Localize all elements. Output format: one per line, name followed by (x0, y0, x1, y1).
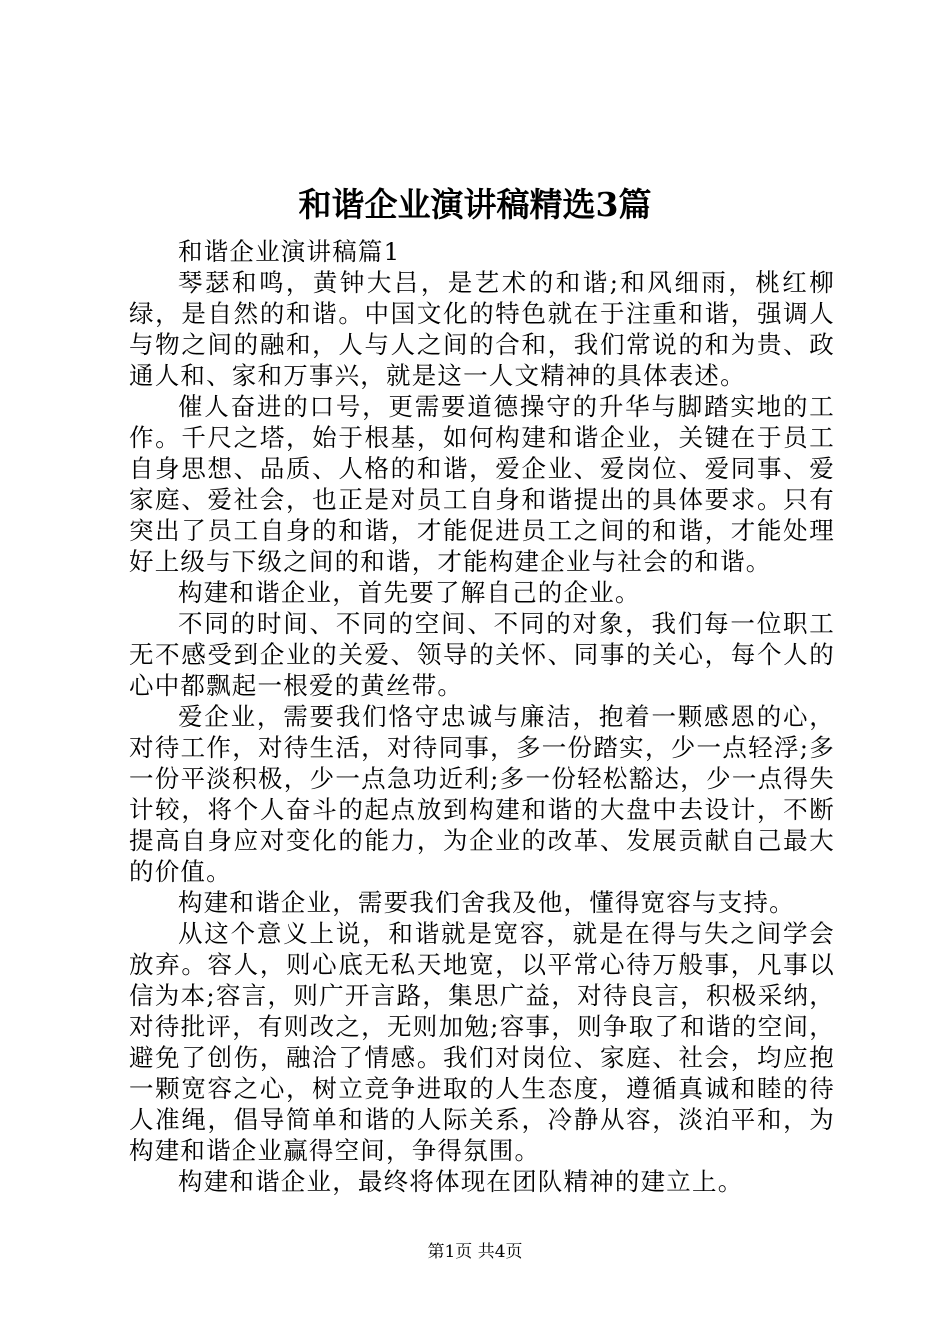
paragraph: 构建和谐企业，首先要了解自己的企业。 (178, 578, 641, 607)
paragraph: 构建和谐企业，最终将体现在团队精神的建立上。 (178, 1167, 744, 1196)
paragraph: 琴瑟和鸣，黄钟大吕，是艺术的和谐;和风细雨，桃红柳绿，是自然的和谐。中国文化的特色就在于注重和谐，强调人与物之间的融和，人与人之间的合和，我们常说的和为贵、政通人和、家和万事兴，就是这一人文精神的具体表述。 (129, 268, 835, 390)
paragraph: 催人奋进的口号，更需要道德操守的升华与脚踏实地的工作。千尺之塔，始于根基，如何构建和谐企业，关键在于员工自身思想、品质、人格的和谐，爱企业、爱岗位、爱同事、爱家庭、爱社会，也正是对员工自身和谐提出的具体要求。只有突出了员工自身的和谐，才能促进员工之间的和谐，才能处理好上级与下级之间的和谐，才能构建企业与社会的和谐。 (129, 392, 835, 576)
paragraph-heading: 和谐企业演讲稿篇1 (178, 237, 401, 266)
document-title: 和谐企业演讲稿精选3篇 (298, 185, 652, 224)
paragraph: 爱企业，需要我们恪守忠诚与廉洁，抱着一颗感恩的心，对待工作，对待生活，对待同事，多一份踏实，少一点轻浮;多一份平淡积极，少一点急功近利;多一份轻松豁达，少一点得失计较，将个人奋斗的起点放到构建和谐的大盘中去设计，不断提高自身应对变化的能力，为企业的改革、发展贡献自己最大的价值。 (129, 702, 835, 886)
document-body (129, 236, 835, 1197)
page-footer: 第1页 共4页 (427, 1242, 523, 1262)
paragraph: 不同的时间、不同的空间、不同的对象，我们每一位职工无不感受到企业的关爱、领导的关怀、同事的关心，每个人的心中都飘起一根爱的黄丝带。 (129, 609, 835, 700)
paragraph: 构建和谐企业，需要我们舍我及他，懂得宽容与支持。 (178, 888, 795, 917)
paragraph: 从这个意义上说，和谐就是宽容，就是在得与失之间学会放弃。容人，则心底无私天地宽，以平常心待万般事，凡事以信为本;容言，则广开言路，集思广益，对待良言，积极采纳，对待批评，有则改之，无则加勉;容事，则争取了和谐的空间，避免了创伤，融洽了情感。我们对岗位、家庭、社会，均应抱一颗宽容之心，树立竞争进取的人生态度，遵循真诚和睦的待人准绳，倡导简单和谐的人际关系，冷静从容，淡泊平和，为构建和谐企业赢得空间，争得氛围。 (129, 919, 835, 1165)
